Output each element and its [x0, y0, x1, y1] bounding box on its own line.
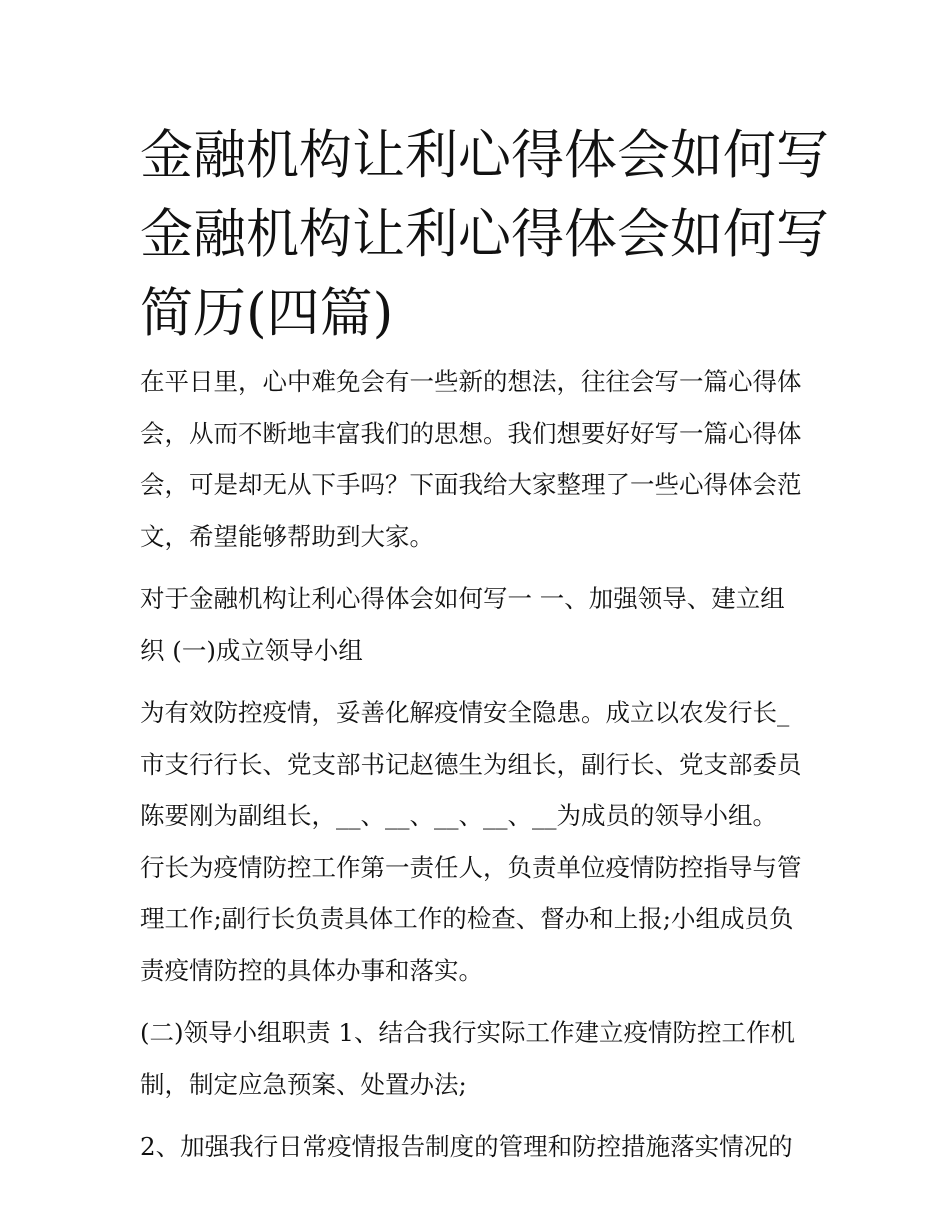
group-duties-paragraph — [140, 1007, 830, 1110]
section-heading-paragraph — [140, 573, 830, 676]
text-line: 行长为疫情防控工作第一责任人，负责单位疫情防控指导与管 — [140, 852, 802, 882]
leadership-group-paragraph — [140, 687, 830, 996]
text-line: 2、加强我行日常疫情报告制度的管理和防控措施落实情况的 — [140, 1132, 793, 1161]
text-line: 在平日里，心中难免会有一些新的想法，往往会写一篇心得体 — [140, 367, 802, 396]
title-line: 金融机构让利心得体会如何写 — [140, 125, 829, 186]
text-line: 制，制定应急预案、处置办法; — [140, 1069, 467, 1099]
text-line: 市支行行长、党支部书记赵德生为组长，副行长、党支部委员 — [140, 749, 802, 779]
text-line: 理工作;副行长负责具体工作的检查、督办和上报;小组成员负 — [140, 904, 794, 933]
text-line: (二)领导小组职责 1、结合我行实际工作建立疫情防控工作机 — [140, 1018, 795, 1047]
intro-paragraph — [140, 356, 830, 562]
text-line: 陈要刚为副组长，__、__、__、__、__为成员的领导小组。 — [140, 801, 777, 830]
text-line: 织 (一)成立领导小组 — [140, 635, 363, 665]
text-line: 对于金融机构让利心得体会如何写一 一、加强领导、建立组 — [140, 584, 785, 613]
document-body — [140, 356, 830, 1184]
text-line: 责疫情防控的具体办事和落实。 — [140, 955, 483, 985]
text-line: 为有效防控疫情，妥善化解疫情安全隐患。成立以农发行长_ — [140, 698, 790, 727]
document-title — [140, 116, 829, 353]
text-line: 会，从而不断地丰富我们的思想。我们想要好好写一篇心得体 — [140, 418, 802, 448]
text-line: 文，希望能够帮助到大家。 — [140, 521, 434, 551]
text-line: 会，可是却无从下手吗？下面我给大家整理了一些心得体会范 — [140, 470, 802, 499]
list-item-paragraph — [140, 1121, 830, 1173]
title-line: 简历(四篇) — [140, 283, 394, 344]
title-line: 金融机构让利心得体会如何写 — [140, 204, 829, 265]
